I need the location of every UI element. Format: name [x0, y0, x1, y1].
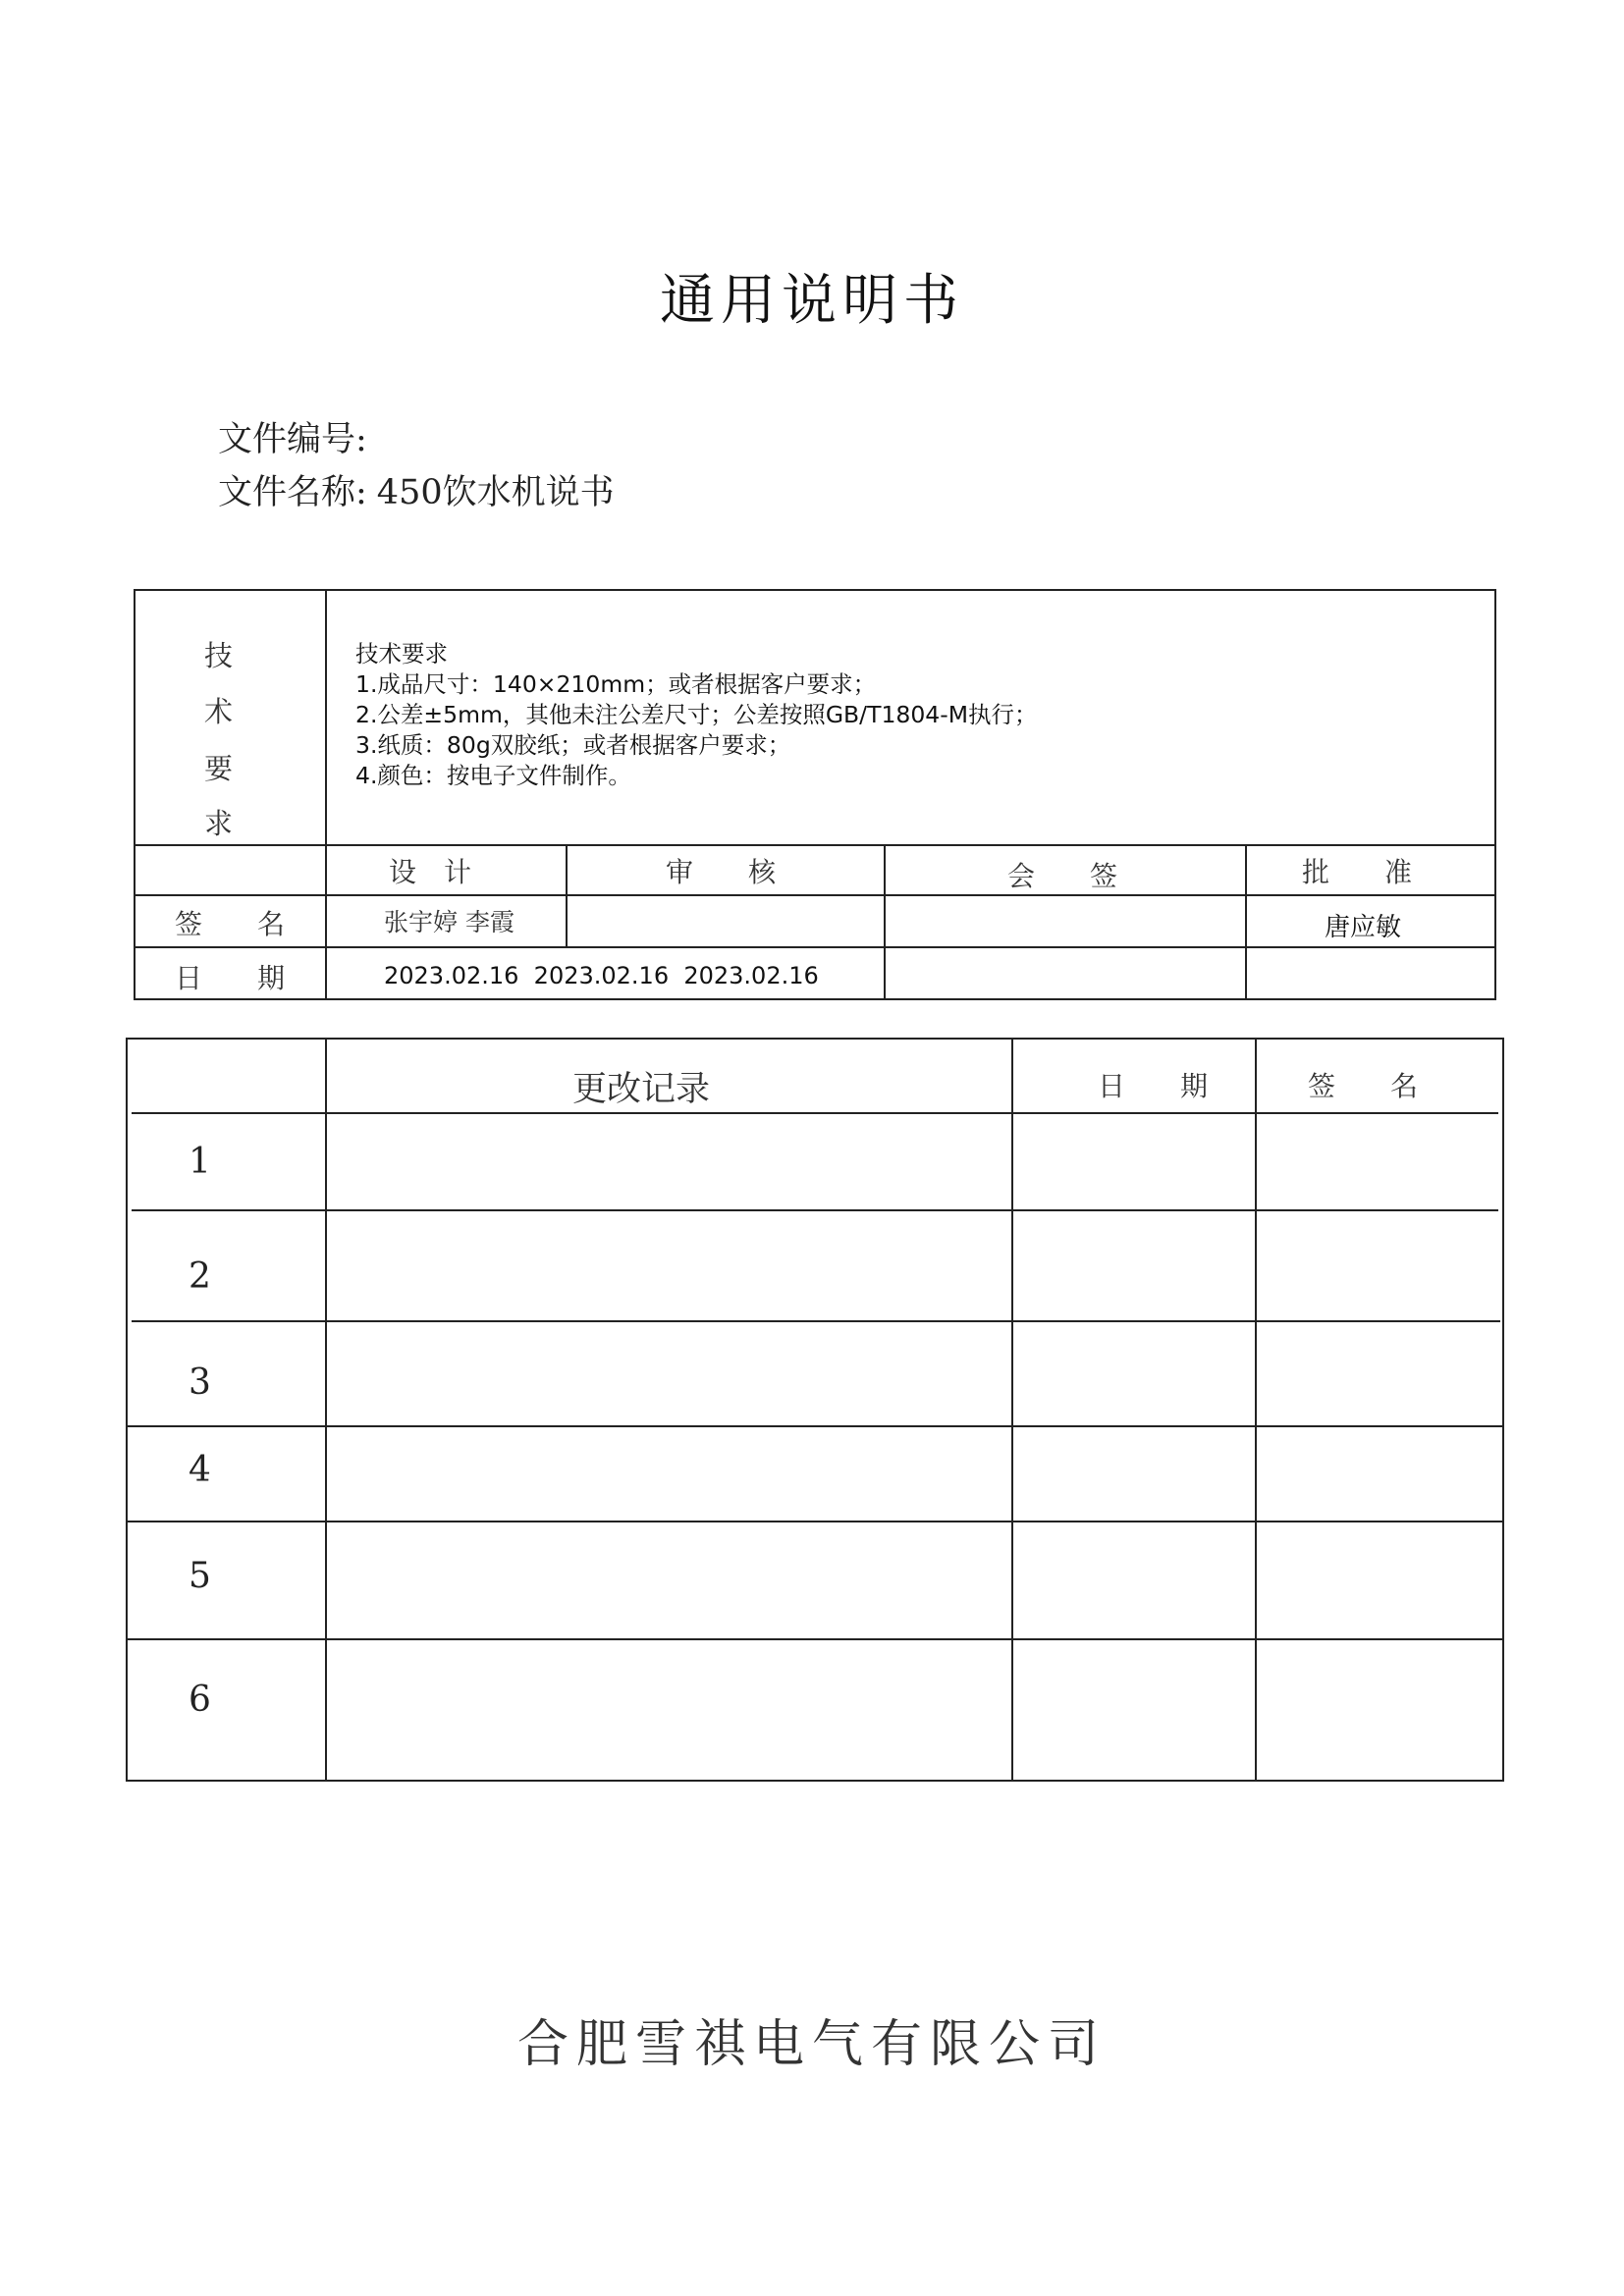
header-change-sign: 签 名: [1308, 1070, 1419, 1102]
header-design: 设 计: [389, 856, 472, 888]
header-change-record: 更改记录: [572, 1070, 711, 1109]
change-row-number: 5: [189, 1556, 211, 1596]
requirement-line: 2.公差±5mm，其他未注公差尺寸；公差按照GB/T1804-M执行；: [355, 701, 1038, 728]
table-line: [134, 844, 1496, 846]
requirement-line: 技术要求: [355, 640, 448, 667]
change-row-number: 1: [189, 1142, 211, 1182]
file-number-label: 文件编号:: [218, 420, 367, 459]
table-line: [132, 1320, 1500, 1322]
table-border-right: [1502, 1038, 1504, 1780]
requirement-line: 3.纸质：80g双胶纸；或者根据客户要求；: [355, 731, 791, 759]
table-line: [134, 946, 1496, 948]
table-line: [132, 1209, 1498, 1211]
side-label-char: 术: [204, 695, 234, 728]
document-title: 通用说明书: [660, 269, 964, 333]
design-signers: 张宇婷 李霞: [384, 908, 514, 936]
company-name: 合肥雪祺电气有限公司: [516, 2015, 1107, 2074]
header-approve: 批 准: [1302, 856, 1413, 888]
table-line: [325, 1038, 327, 1780]
approver-name: 唐应敏: [1325, 913, 1402, 942]
header-review: 审 核: [666, 856, 777, 888]
file-name-line: [218, 465, 615, 514]
header-countersign: 会 签: [1007, 860, 1118, 892]
table-line: [132, 1112, 1498, 1114]
sign-dates: 2023.02.16 2023.02.16 2023.02.16: [384, 962, 819, 989]
table-border-right: [1494, 589, 1496, 998]
file-name-value: 450饮水机说书: [376, 473, 615, 512]
requirement-line: 1.成品尺寸：140×210mm；或者根据客户要求；: [355, 670, 877, 698]
table-line: [884, 844, 886, 998]
table-line: [126, 1638, 1504, 1640]
table-line: [1011, 1038, 1013, 1780]
change-row-number: 4: [189, 1450, 211, 1490]
change-row-number: 6: [189, 1680, 211, 1720]
tech-requirements-text: [355, 639, 1038, 791]
table-line: [126, 1425, 1504, 1427]
table-border-bottom: [134, 998, 1496, 1000]
table-border-top: [134, 589, 1496, 591]
table-border-left: [126, 1038, 128, 1780]
side-label-char: 技: [204, 639, 234, 672]
change-row-number: 3: [189, 1362, 211, 1403]
table-border-bottom: [126, 1780, 1504, 1782]
table-border-top: [126, 1038, 1504, 1040]
table-line: [566, 844, 568, 946]
change-row-number: 2: [189, 1256, 211, 1297]
table-line: [1255, 1038, 1257, 1780]
side-label-char: 求: [204, 807, 234, 840]
table-line: [134, 894, 1496, 896]
file-name-label: 文件名称:: [218, 473, 367, 512]
table-line: [1245, 844, 1247, 998]
header-change-date: 日 期: [1098, 1070, 1209, 1102]
side-label-char: 要: [204, 752, 234, 785]
sign-row-label: 签 名: [175, 908, 286, 940]
table-border-left: [134, 589, 135, 998]
requirement-line: 4.颜色：按电子文件制作。: [355, 762, 631, 789]
date-row-label: 日 期: [175, 962, 286, 994]
table-line: [325, 589, 327, 998]
table-line: [126, 1521, 1504, 1522]
